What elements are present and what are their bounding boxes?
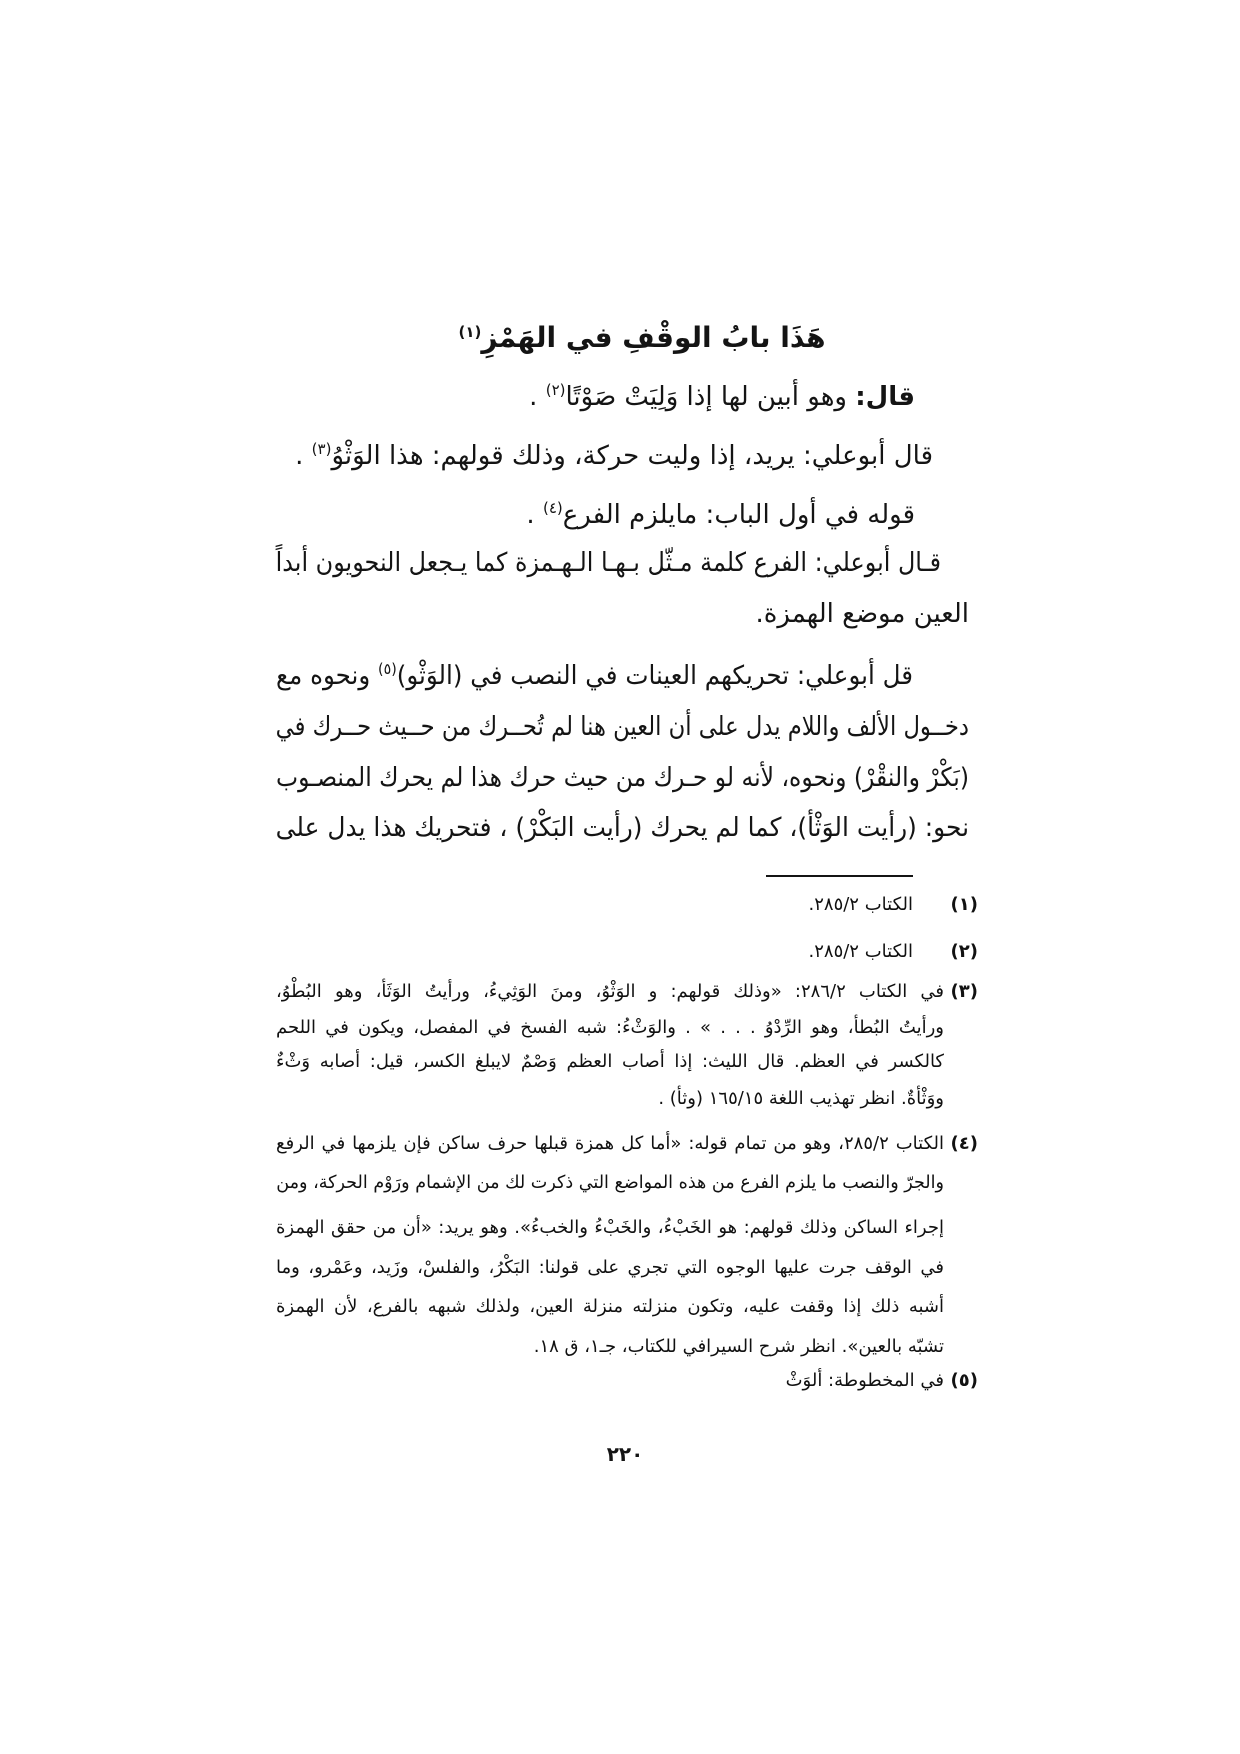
body-line-2 [276, 432, 933, 480]
footnote-number: (٣) [950, 981, 978, 1002]
footnote-ref: (٢) [545, 381, 566, 399]
chapter-title [300, 314, 984, 362]
body-line-5: العين موضع الهمزة. [755, 599, 969, 629]
footnote-number: (٤) [950, 1133, 978, 1154]
footnote-separator [766, 875, 913, 877]
footnote-ref: (١) [458, 323, 482, 341]
footnote-3-line: ورأيتُ البُطأ، وهو الرِّدْوُ . . . » . والوَثْءُ: شبه الفسخ في المفصل، ويكون في اللحم [276, 1017, 944, 1038]
body-line-1 [276, 373, 915, 421]
footnote-number: (١) [950, 894, 978, 915]
body-text: . [529, 382, 546, 412]
footnote-ref: (٣) [311, 440, 332, 458]
footnote-4-line: إجراء الساكن وذلك قولهم: هو الخَبْءُ، والخَبْءُ والخبءُ». وهو يريد: «أن من حقق الهمزة [276, 1217, 944, 1238]
footnote-number: (٢) [950, 941, 978, 962]
body-line-6 [276, 652, 913, 700]
footnote-4-line: في الوقف جرت عليها الوجوه التي تجري على قولنا: البَكْرُ، والفلسْ، وزَيد، وعَمْرو، وما [276, 1257, 944, 1278]
body-text: ونحوه مع [276, 661, 379, 691]
footnote-4-line: أشبه ذلك إذا وقفت عليه، وتكون منزلته منزلة العين، ولذلك شبهه بالفرع، لأن الهمزة [276, 1296, 944, 1317]
footnote-1-line: الكتاب ٢٨٥/٢. [808, 894, 913, 915]
footnote-3-line: ووَثْأةٌ. انظر تهذيب اللغة ١٦٥/١٥ (وثأ) . [658, 1088, 944, 1109]
footnote-3-line: كالكسر في العظم. قال الليث: إذا أصاب العظم وَصْمٌ لايبلغ الكسر، قيل: أصابه وَثْءٌ [276, 1051, 944, 1072]
body-line-8: (بَكْرْ والنقْرْ) ونحوه، لأنه لو حـرك من حيث حرك هذا لم يحرك المنصـوب [275, 763, 969, 793]
body-line-4: قـال أبوعلي: الفرع كلمة مـثّل بـهـا الـهـمزة كما يـجعل النحويون أبداً [275, 548, 941, 578]
chapter-title-text: هَذَا بابُ الوقْفِ في الهَمْزِ [481, 321, 826, 354]
body-text: وهو أبين لها إذا وَلِيَتْ صَوْتًا [565, 382, 856, 412]
body-text: قل أبوعلي: تحريكهم العينات في النصب في (الوَثْو) [396, 661, 913, 691]
body-text: . [295, 441, 312, 471]
body-line-7: دخــول الألف واللام يدل على أن العين هنا لم تُحــرك من حــيث حــرك في [275, 712, 969, 742]
body-line-9: نحو: (رأيت الوَثْأ)، كما لم يحرك (رأيت البَكْرْ) ، فتحريك هذا يدل على [275, 813, 969, 843]
body-line-3 [276, 491, 915, 539]
footnote-ref: (٥) [378, 660, 397, 678]
footnote-5-line: في المخطوطة: ألوَثْ [785, 1370, 944, 1391]
body-text: قال أبوعلي: يريد، إذا وليت حركة، وذلك قولهم: هذا الوَثْوُ [331, 441, 933, 471]
body-text: قوله في أول الباب: مايلزم الفرع [562, 500, 915, 530]
footnote-number: (٥) [950, 1370, 978, 1391]
footnote-4-line: تشبّه بالعين». انظر شرح السيرافي للكتاب، جـ١، ق ١٨. [533, 1336, 944, 1357]
speaker-label: قال: [855, 382, 915, 412]
footnote-4-line: والجرّ والنصب ما يلزم الفرع من هذه المواضع التي ذكرت لك من الإشمام ورَوْم الحركة، ومن [276, 1172, 945, 1193]
footnote-ref: (٤) [542, 499, 563, 517]
footnote-4-line: الكتاب ٢٨٥/٢، وهو من تمام قوله: «أما كل همزة قبلها حرف ساكن فإن يلزمها في الرفع [276, 1133, 944, 1154]
footnote-3-line: في الكتاب ٢٨٦/٢: «وذلك قولهم: و الوَثْوُ، ومنَ الوَثِيءُ، ورأيتُ الوَثَأ، وهو البُطْوُ، [276, 981, 944, 1002]
body-text: . [526, 500, 543, 530]
footnote-2-line: الكتاب ٢٨٥/٢. [808, 941, 913, 962]
page-number: ٢٢٠ [606, 1442, 644, 1466]
